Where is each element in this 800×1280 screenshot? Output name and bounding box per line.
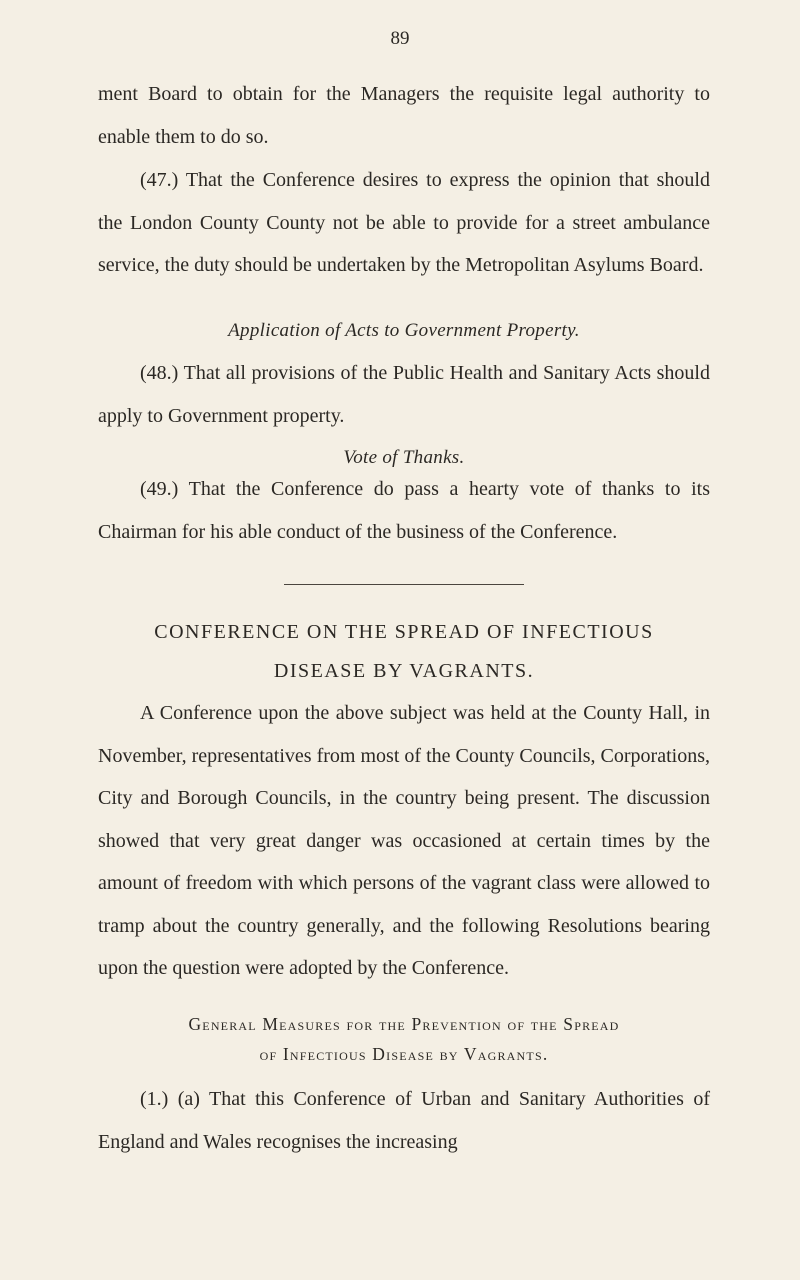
measures-heading: [98, 1009, 710, 1069]
resolution-47-text: (47.) That the Conference desires to express the opinion that should the London County County not be able to provide for a street ambulance service, the duty should be undertaken by the Metropolitan Asylums Board.: [98, 169, 710, 276]
resolution-1a: [98, 1078, 710, 1163]
resolution-49-text: (49.) That the Conference do pass a hearty vote of thanks to its Chairman for his able conduct of the business of the Conference.: [98, 478, 710, 543]
page-number: 89: [390, 28, 410, 49]
resolution-48-text: (48.) That all provisions of the Public Health and Sanitary Acts should apply to Government property.: [98, 362, 710, 427]
resolution-1a-text: (1.) (a) That this Conference of Urban and Sanitary Authorities of England and Wales recognises the increasing: [98, 1088, 710, 1153]
resolution-49: [98, 468, 710, 553]
section-divider: [98, 584, 710, 585]
heading-application: Application of Acts to Government Property.: [228, 320, 580, 341]
conference-title: [98, 614, 710, 689]
conference-paragraph: [98, 692, 710, 990]
section-application: [98, 310, 710, 353]
continuation-text: ment Board to obtain for the Managers the requisite legal authority to enable them to do so.: [98, 83, 710, 148]
measures-heading-line-1: General Measures for the Prevention of the Spread: [188, 1014, 620, 1034]
conference-title-line-2: DISEASE BY VAGRANTS.: [273, 660, 535, 682]
divider-rule: [284, 584, 524, 585]
resolution-48: [98, 352, 710, 437]
conference-title-line-1: CONFERENCE ON THE SPREAD OF INFECTIOUS: [154, 621, 654, 643]
heading-vote-of-thanks: Vote of Thanks.: [343, 447, 465, 468]
continuation-paragraph: [98, 73, 710, 158]
measures-heading-line-2: of Infectious Disease by Vagrants.: [259, 1044, 549, 1064]
conference-paragraph-text: A Conference upon the above subject was held at the County Hall, in November, representatives from most of the County Councils, Corporations, City and Borough Councils, in the country being present. The discussion showed that very great danger was occasioned at certain times by the amount of freedom with which persons of the vagrant class were allowed to tramp about the country generally, and the following Resolutions bearing upon the question were adopted by the Conference.: [98, 702, 710, 979]
resolution-47: [98, 159, 710, 287]
